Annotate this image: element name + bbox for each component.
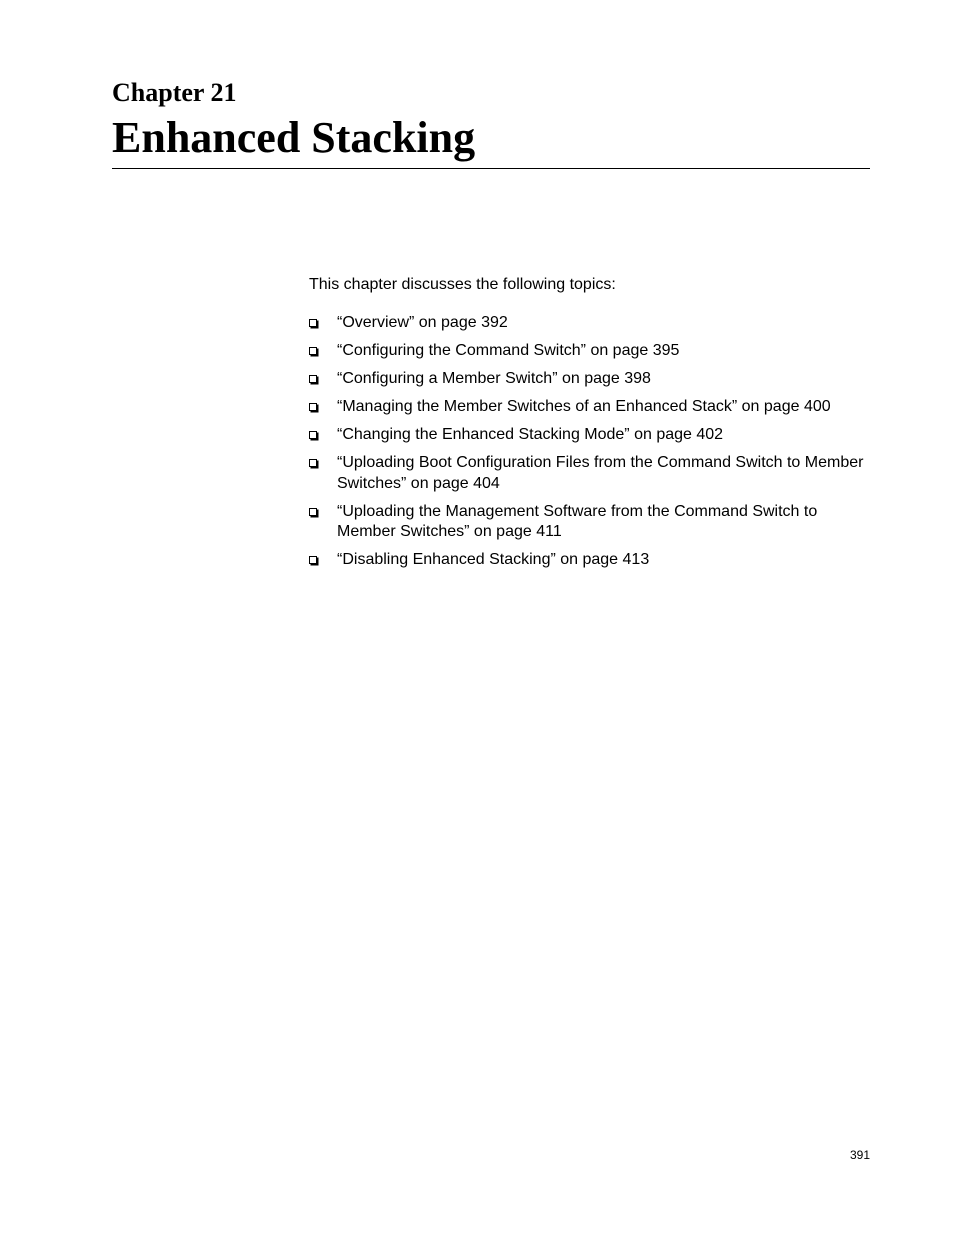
page-title: Enhanced Stacking bbox=[112, 113, 476, 162]
intro-text: This chapter discusses the following topics: bbox=[309, 276, 616, 293]
title-divider bbox=[112, 168, 870, 169]
topic-link-text: “Managing the Member Switches of an Enhanced Stack” on page 400 bbox=[337, 398, 831, 415]
topic-link-text: “Configuring a Member Switch” on page 398 bbox=[337, 370, 651, 387]
chapter-label: Chapter 21 bbox=[112, 78, 237, 107]
list-item bbox=[309, 425, 879, 446]
hollow-square-bullet-icon bbox=[309, 431, 317, 439]
list-item bbox=[309, 502, 879, 543]
hollow-square-bullet-icon bbox=[309, 319, 317, 327]
hollow-square-bullet-icon bbox=[309, 556, 317, 564]
topic-link-text: “Overview” on page 392 bbox=[337, 314, 508, 331]
list-item bbox=[309, 550, 879, 571]
hollow-square-bullet-icon bbox=[309, 375, 317, 383]
topic-link-text: “Disabling Enhanced Stacking” on page 413 bbox=[337, 551, 650, 568]
topic-link-text: “Uploading the Management Software from the Command Switch to Member Switches” on page 411 bbox=[337, 502, 818, 540]
hollow-square-bullet-icon bbox=[309, 508, 317, 516]
list-item bbox=[309, 313, 879, 334]
page-number: 391 bbox=[849, 1148, 870, 1162]
list-item bbox=[309, 341, 879, 362]
list-item bbox=[309, 453, 879, 494]
topic-link-text: “Changing the Enhanced Stacking Mode” on page 402 bbox=[337, 426, 724, 443]
topic-list bbox=[309, 313, 879, 578]
list-item bbox=[309, 369, 879, 390]
topic-link-text: “Uploading Boot Configuration Files from the Command Switch to Member Switches” on page 404 bbox=[337, 454, 864, 492]
topic-link-text: “Configuring the Command Switch” on page 395 bbox=[337, 342, 680, 359]
list-item bbox=[309, 397, 879, 418]
hollow-square-bullet-icon bbox=[309, 459, 317, 467]
hollow-square-bullet-icon bbox=[309, 347, 317, 355]
hollow-square-bullet-icon bbox=[309, 403, 317, 411]
